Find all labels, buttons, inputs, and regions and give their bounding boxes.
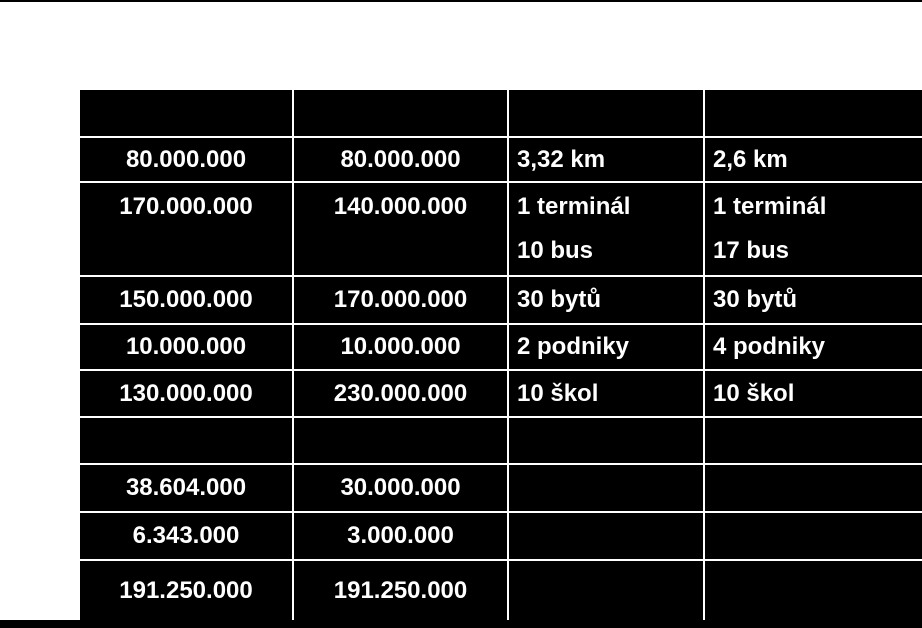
table-cell: 170.000.000	[293, 276, 508, 324]
table-row-separator	[80, 417, 922, 464]
table-cell: 6.343.000	[80, 512, 293, 560]
cell-line: 1 terminál	[713, 193, 827, 220]
top-rule	[0, 0, 922, 2]
table-row	[80, 512, 922, 560]
table-cell	[508, 90, 704, 137]
table-cell	[704, 417, 922, 464]
table-cell	[508, 560, 704, 620]
table-cell	[293, 90, 508, 137]
table-row	[80, 464, 922, 512]
bottom-rule	[0, 620, 922, 628]
table-cell	[704, 560, 922, 620]
table-cell	[508, 182, 704, 276]
table-cell: 130.000.000	[80, 370, 293, 417]
table-cell: 191.250.000	[293, 560, 508, 620]
table-cell: 2 podniky	[508, 324, 704, 370]
table-cell: 10.000.000	[80, 324, 293, 370]
table-cell: 38.604.000	[80, 464, 293, 512]
data-table	[80, 90, 922, 620]
table-cell	[80, 182, 293, 276]
table-cell	[704, 512, 922, 560]
table-cell	[293, 182, 508, 276]
table-cell: 10 škol	[704, 370, 922, 417]
cell-line: 17 bus	[713, 237, 790, 264]
cell-line: 10 bus	[517, 237, 594, 264]
table-cell	[80, 90, 293, 137]
table-cell: 80.000.000	[80, 137, 293, 182]
table-cell: 30 bytů	[704, 276, 922, 324]
table-cell: 4 podniky	[704, 324, 922, 370]
table-cell	[508, 512, 704, 560]
table-cell: 150.000.000	[80, 276, 293, 324]
table-row	[80, 137, 922, 182]
table-row	[80, 324, 922, 370]
table-row	[80, 370, 922, 417]
table-cell: 30 bytů	[508, 276, 704, 324]
table-cell: 3,32 km	[508, 137, 704, 182]
table-cell: 10 škol	[508, 370, 704, 417]
table-cell	[704, 90, 922, 137]
table-cell: 2,6 km	[704, 137, 922, 182]
table-cell: 80.000.000	[293, 137, 508, 182]
table-cell	[508, 464, 704, 512]
table-cell	[508, 417, 704, 464]
table-cell	[293, 417, 508, 464]
table-cell: 10.000.000	[293, 324, 508, 370]
table-cell	[704, 182, 922, 276]
cell-line: 1 terminál	[517, 193, 631, 220]
table-cell: 30.000.000	[293, 464, 508, 512]
data-table-container	[80, 90, 922, 620]
cell-line: 140.000.000	[333, 193, 468, 220]
table-row	[80, 560, 922, 620]
table-cell: 230.000.000	[293, 370, 508, 417]
table-cell: 191.250.000	[80, 560, 293, 620]
table-row	[80, 276, 922, 324]
cell-line: 170.000.000	[119, 193, 253, 220]
table-cell	[80, 417, 293, 464]
table-row	[80, 182, 922, 276]
table-cell	[704, 464, 922, 512]
table-row-header	[80, 90, 922, 137]
table-cell: 3.000.000	[293, 512, 508, 560]
